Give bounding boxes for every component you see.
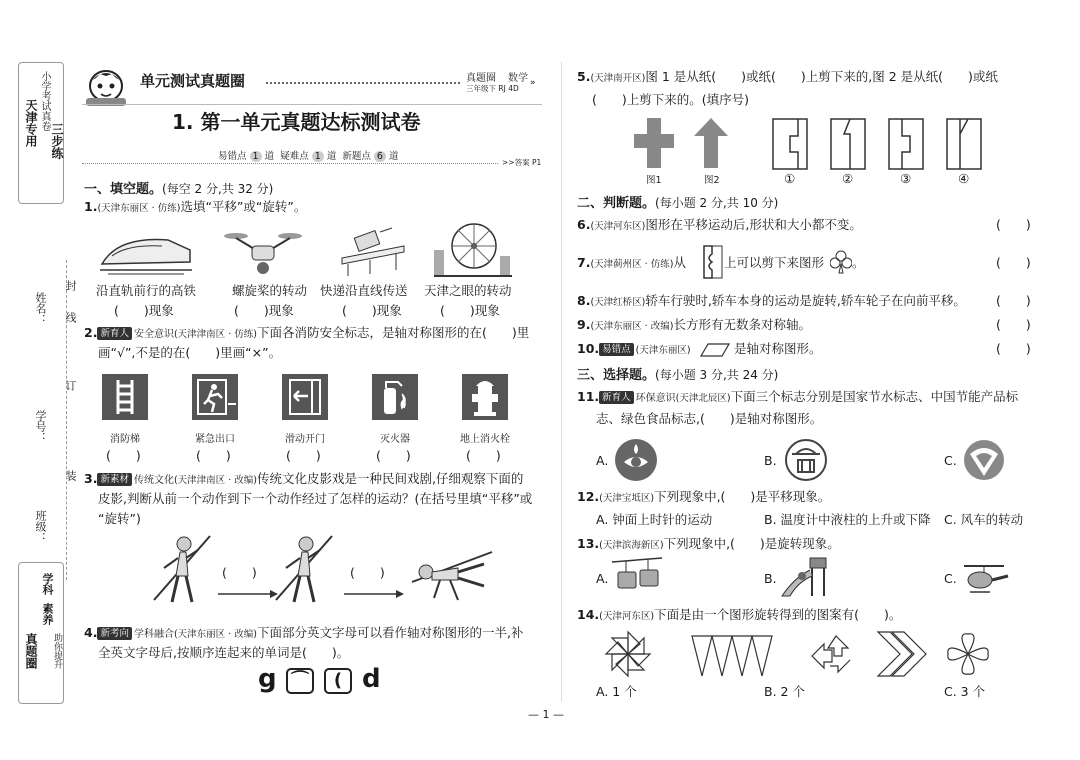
drone-icon [222,226,304,278]
q2-num: 2. [84,325,98,340]
sidebar-top-text-3: 三步练 [50,123,64,159]
count-label-2: 疑难点 [280,151,309,162]
letter-arc: ⌒ [291,670,309,691]
folded-paper-icon [702,244,724,280]
paper-4-label: ④ [958,171,970,186]
sidebar-bottom-badge [18,562,64,704]
q8-paren[interactable]: ( ) [996,293,1031,308]
q3-num: 3. [84,471,98,486]
count-unit-1: 道 [264,151,275,162]
q7-text-b: 上可以剪下来图形 [724,255,825,270]
q5-num: 5. [577,69,591,84]
q12-num: 12. [577,489,600,504]
q5-src: (天津南开区) [590,73,646,84]
fig2-label: 图2 [704,175,720,186]
emergency-exit-sign-icon [192,374,238,420]
parallelogram-icon [700,342,730,356]
q10-num: 10. [577,341,600,356]
section2-title-text: 二、判断题。 [577,196,656,211]
section1-title-text: 一、填空题。 [84,182,163,197]
ladder-sign-icon [102,374,148,420]
fig1-cross-icon [634,118,674,168]
q11-text: 下面三个标志分别是国家节水标志、中国节能产品标 [730,389,1019,404]
q11-option-c[interactable]: C. [944,453,957,468]
q11-tag: 新育人 [599,391,634,404]
bind-char-4: 封 [64,280,77,291]
q9-num: 9. [577,317,591,332]
q6-paren[interactable]: ( ) [996,217,1031,232]
q5-text: 图 1 是从纸( )或纸( )上剪下来的,图 2 是从纸( )或纸 [645,69,998,84]
q12-option-a[interactable]: A. 钟面上时针的运动 [596,512,713,527]
sign-paren-4[interactable]: ( ) [376,448,411,463]
q1-blank-2[interactable]: ( )现象 [234,303,294,318]
q4-stem [84,624,523,644]
q11-tag2: 环保意识 [635,393,676,404]
counts-line [82,163,498,164]
arrow-icon-2 [344,584,404,603]
q10-text: 是轴对称图形。 [734,341,822,356]
energy-saving-logo-icon [784,438,828,482]
q14-option-a[interactable]: A. 1 个 [596,684,637,699]
q7-src: (天津蓟州区 · 仿练) [590,259,674,270]
q7-text: 从 [673,255,686,270]
clover-pattern-icon [944,630,992,678]
count-value-1: 1 [250,151,262,162]
q2-src: (天津津南区 · 仿练) [173,329,257,340]
q2-tag: 新育人 [97,327,132,340]
q14-src: (天津河东区) [599,611,655,622]
count-value-3: 6 [374,151,386,162]
subject-label: 数学 [508,73,528,84]
q9-text: 长方形有无数条对称轴。 [673,317,811,332]
q7-num: 7. [577,255,591,270]
q3-tag: 新素材 [97,473,132,486]
ferris-wheel-icon [434,220,512,278]
q12-text: 下列现象中,( )是平移现象。 [654,489,831,504]
bind-char-1: 装 [64,470,77,481]
sliding-door-sign-icon [282,374,328,420]
section2-note: (每小题 2 分,共 10 分) [655,196,779,210]
sidebar-bottom-text-2: 学科 [41,573,54,595]
letter-box-3 [324,668,352,694]
brand-label: 真题圈 [466,73,496,84]
fire-extinguisher-sign-icon [372,374,418,420]
count-value-2: 1 [312,151,324,162]
q7-row [577,254,686,274]
q14-option-c[interactable]: C. 3 个 [944,684,986,699]
q11-src: (天津北辰区) [675,393,731,404]
sign-paren-3[interactable]: ( ) [286,448,321,463]
letter-paren: ( [333,670,343,691]
q14-num: 14. [577,607,600,622]
q3-paren-1[interactable]: ( ) [222,565,257,580]
bind-char-3: 线 [64,312,77,323]
column-divider [561,62,562,702]
q3-stem [84,470,523,490]
q11-stem [577,388,1018,408]
q10-row [577,340,691,360]
q6-text: 图形在平移运动后,形状和大小都不变。 [645,217,862,232]
sign-paren-1[interactable]: ( ) [106,448,141,463]
q1-blank-3[interactable]: ( )现象 [342,303,402,318]
header-dotted-line [266,82,460,84]
section1-title [84,178,273,197]
q2-stem [84,324,529,344]
section1-note: (每空 2 分,共 32 分) [162,182,274,196]
q8-num: 8. [577,293,591,308]
exam-title: 1. 第一单元真题达标测试卷 [172,110,421,134]
section3-note: (每小题 3 分,共 24 分) [655,368,779,382]
q5-stem-2: ( )上剪下来的。(填序号) [592,92,750,107]
q1-text: 选填“平移”或“旋转”。 [180,199,307,214]
section2-title [577,192,778,211]
q9-src: (天津东丽区 · 改编) [590,321,674,332]
sign-paren-2[interactable]: ( ) [196,448,231,463]
q3-text: 传统文化皮影戏是一种民间戏剧,仔细观察下面的 [256,471,524,486]
arrow-pattern-icon [806,630,856,680]
paper-1-label: ① [784,171,796,186]
q11-stem-2: 志、绿色食品标志,( )是轴对称图形。 [596,411,823,426]
grade-label: 三年级下 RJ 4D [466,84,519,93]
mascot-avatar [82,66,130,106]
arrow-icon-1 [218,584,278,603]
q12-src: (天津宝坻区) [599,493,655,504]
field-number: 学号： [34,410,47,443]
count-unit-3: 道 [389,151,399,162]
q11-option-a[interactable]: A. [596,453,609,468]
chevron-pattern-icon [876,630,928,680]
q1-src: (天津东丽区 · 仿练) [97,203,181,214]
q4-tag2: 学科融合 [133,629,174,640]
q1-stem [84,198,306,218]
page-number: — 1 — [528,708,564,721]
q12-option-b[interactable]: B. 温度计中液柱的上升或下降 [764,512,931,527]
q2-text: 下面各消防安全标志，是轴对称图形的在( )里 [256,325,530,340]
q6-row [577,216,862,236]
sidebar-bottom-text-3: 素养 [41,603,54,625]
sign-label-2: 紧急出口 [195,434,235,445]
q4-tag: 新考向 [97,627,132,640]
water-saving-logo-icon [614,438,658,482]
q4-src: (天津东丽区 · 改编) [173,629,257,640]
field-class: 班级： [34,510,47,543]
shadow-puppet-2-icon [272,530,336,612]
letter-g: g [258,664,277,694]
q10-paren[interactable]: ( ) [996,341,1031,356]
q13-option-a[interactable]: A. [596,571,609,586]
q3-paren-2[interactable]: ( ) [350,565,385,580]
q9-row [577,316,811,336]
answer-ref: >>答案 P1 [502,158,542,167]
paper-4-icon [946,118,982,170]
q8-src: (天津红桥区) [590,297,646,308]
paper-1-icon [772,118,808,170]
count-label-1: 易错点 [218,151,247,162]
green-food-logo-icon [962,438,1006,482]
q8-text: 轿车行驶时,轿车本身的运动是旋转,轿车轮子在向前平移。 [645,293,966,308]
header-underline [82,104,542,105]
paper-2-label: ② [842,171,854,186]
fig1-label: 图1 [646,175,662,186]
slide-icon [780,552,836,598]
q1-label-3: 快递沿直线传送 [320,283,408,298]
q1-blank-4[interactable]: ( )现象 [440,303,500,318]
q13-option-b[interactable]: B. [764,571,777,586]
sidebar-bottom-text-1: 真题圈 [24,633,38,669]
sign-label-3: 滑动开门 [285,434,325,445]
cable-car-icon [612,556,662,598]
q13-num: 13. [577,536,600,551]
fire-hydrant-sign-icon [462,374,508,420]
q9-paren[interactable]: ( ) [996,317,1031,332]
sidebar-top-badge [18,62,64,204]
q7-text-c: 。 [852,255,865,270]
q10-src: (天津东丽区) [635,345,691,356]
q4-num: 4. [84,625,98,640]
q3-stem-3: “旋转”) [98,511,141,526]
q1-blank-1[interactable]: ( )现象 [114,303,174,318]
count-unit-2: 道 [326,151,337,162]
sign-paren-5[interactable]: ( ) [466,448,501,463]
q1-label-4: 天津之眼的转动 [424,283,512,298]
q11-num: 11. [577,389,600,404]
sign-label-1: 消防梯 [110,434,140,445]
q6-num: 6. [577,217,591,232]
section3-title [577,364,778,383]
q6-src: (天津河东区) [590,221,646,232]
header-arrow-icon: » [530,78,536,88]
q13-src: (天津滨海新区) [599,540,664,551]
q2-tag2: 安全意识 [133,329,174,340]
q8-row [577,292,966,312]
paper-3-label: ③ [900,171,912,186]
section3-title-text: 三、选择题。 [577,368,656,383]
paper-3-icon [888,118,924,170]
q4-text: 下面部分英文字母可以看作轴对称图形的一半,补 [256,625,524,640]
q1-label-1: 沿直轨前行的高铁 [96,283,197,298]
q13-text: 下列现象中,( )是旋转现象。 [663,536,840,551]
helicopter-icon [960,560,1010,596]
letter-d: d [362,664,381,694]
letter-box-2 [286,668,314,694]
sidebar-top-text-2: 小学考试真卷 [39,71,50,131]
series-title: 单元测试真题圈 [140,72,246,90]
difficulty-counts [218,148,399,162]
q7-paren[interactable]: ( ) [996,255,1031,270]
q4-stem-2: 全英文字母后,按顺序连起来的单词是( )。 [98,645,350,660]
q12-stem [577,488,830,508]
pinwheel-pattern-icon [604,630,652,678]
count-label-3: 新题点 [342,151,371,162]
sign-label-4: 灭火器 [380,434,410,445]
shadow-puppet-1-icon [150,530,214,612]
field-name: 姓名： [34,292,47,325]
q1-label-2: 螺旋桨的转动 [232,283,308,298]
q14-stem [577,606,901,626]
paper-2-icon [830,118,866,170]
shadow-puppet-3-icon [406,542,496,612]
fig2-arrow-icon [694,118,728,168]
q2-stem-2: 画“√”,不是的在( )里画“×”。 [98,345,282,360]
q10-tag: 易错点 [599,343,634,356]
q14-option-b[interactable]: B. 2 个 [764,684,805,699]
bind-char-2: 订 [64,380,77,391]
q1-num: 1. [84,199,98,214]
q3-stem-2: 皮影,判断从前一个动作到下一个动作经过了怎样的运动？(在括号里填“平移”或 [98,491,533,506]
sign-label-5: 地上消火栓 [460,434,510,445]
q14-text: 下面是由一个图形旋转得到的图案有( )。 [654,607,902,622]
sidebar-dash-line [66,260,67,580]
high-speed-train-icon [98,226,194,278]
conveyor-icon [340,224,406,278]
club-shape-icon [830,250,852,274]
sidebar-fields [24,280,77,550]
q12-option-c[interactable]: C. 风车的转动 [944,512,1024,527]
sidebar-bottom-text-4: 助你提升 [52,633,62,669]
sidebar-top-text-1: 天津专用 [24,99,38,147]
triangle-pattern-icon [690,630,776,678]
q13-option-c[interactable]: C. [944,571,957,586]
q5-stem [577,68,998,88]
q11-option-b[interactable]: B. [764,453,777,468]
q3-tag2: 传统文化 [133,475,174,486]
q3-src: (天津津南区 · 改编) [173,475,257,486]
